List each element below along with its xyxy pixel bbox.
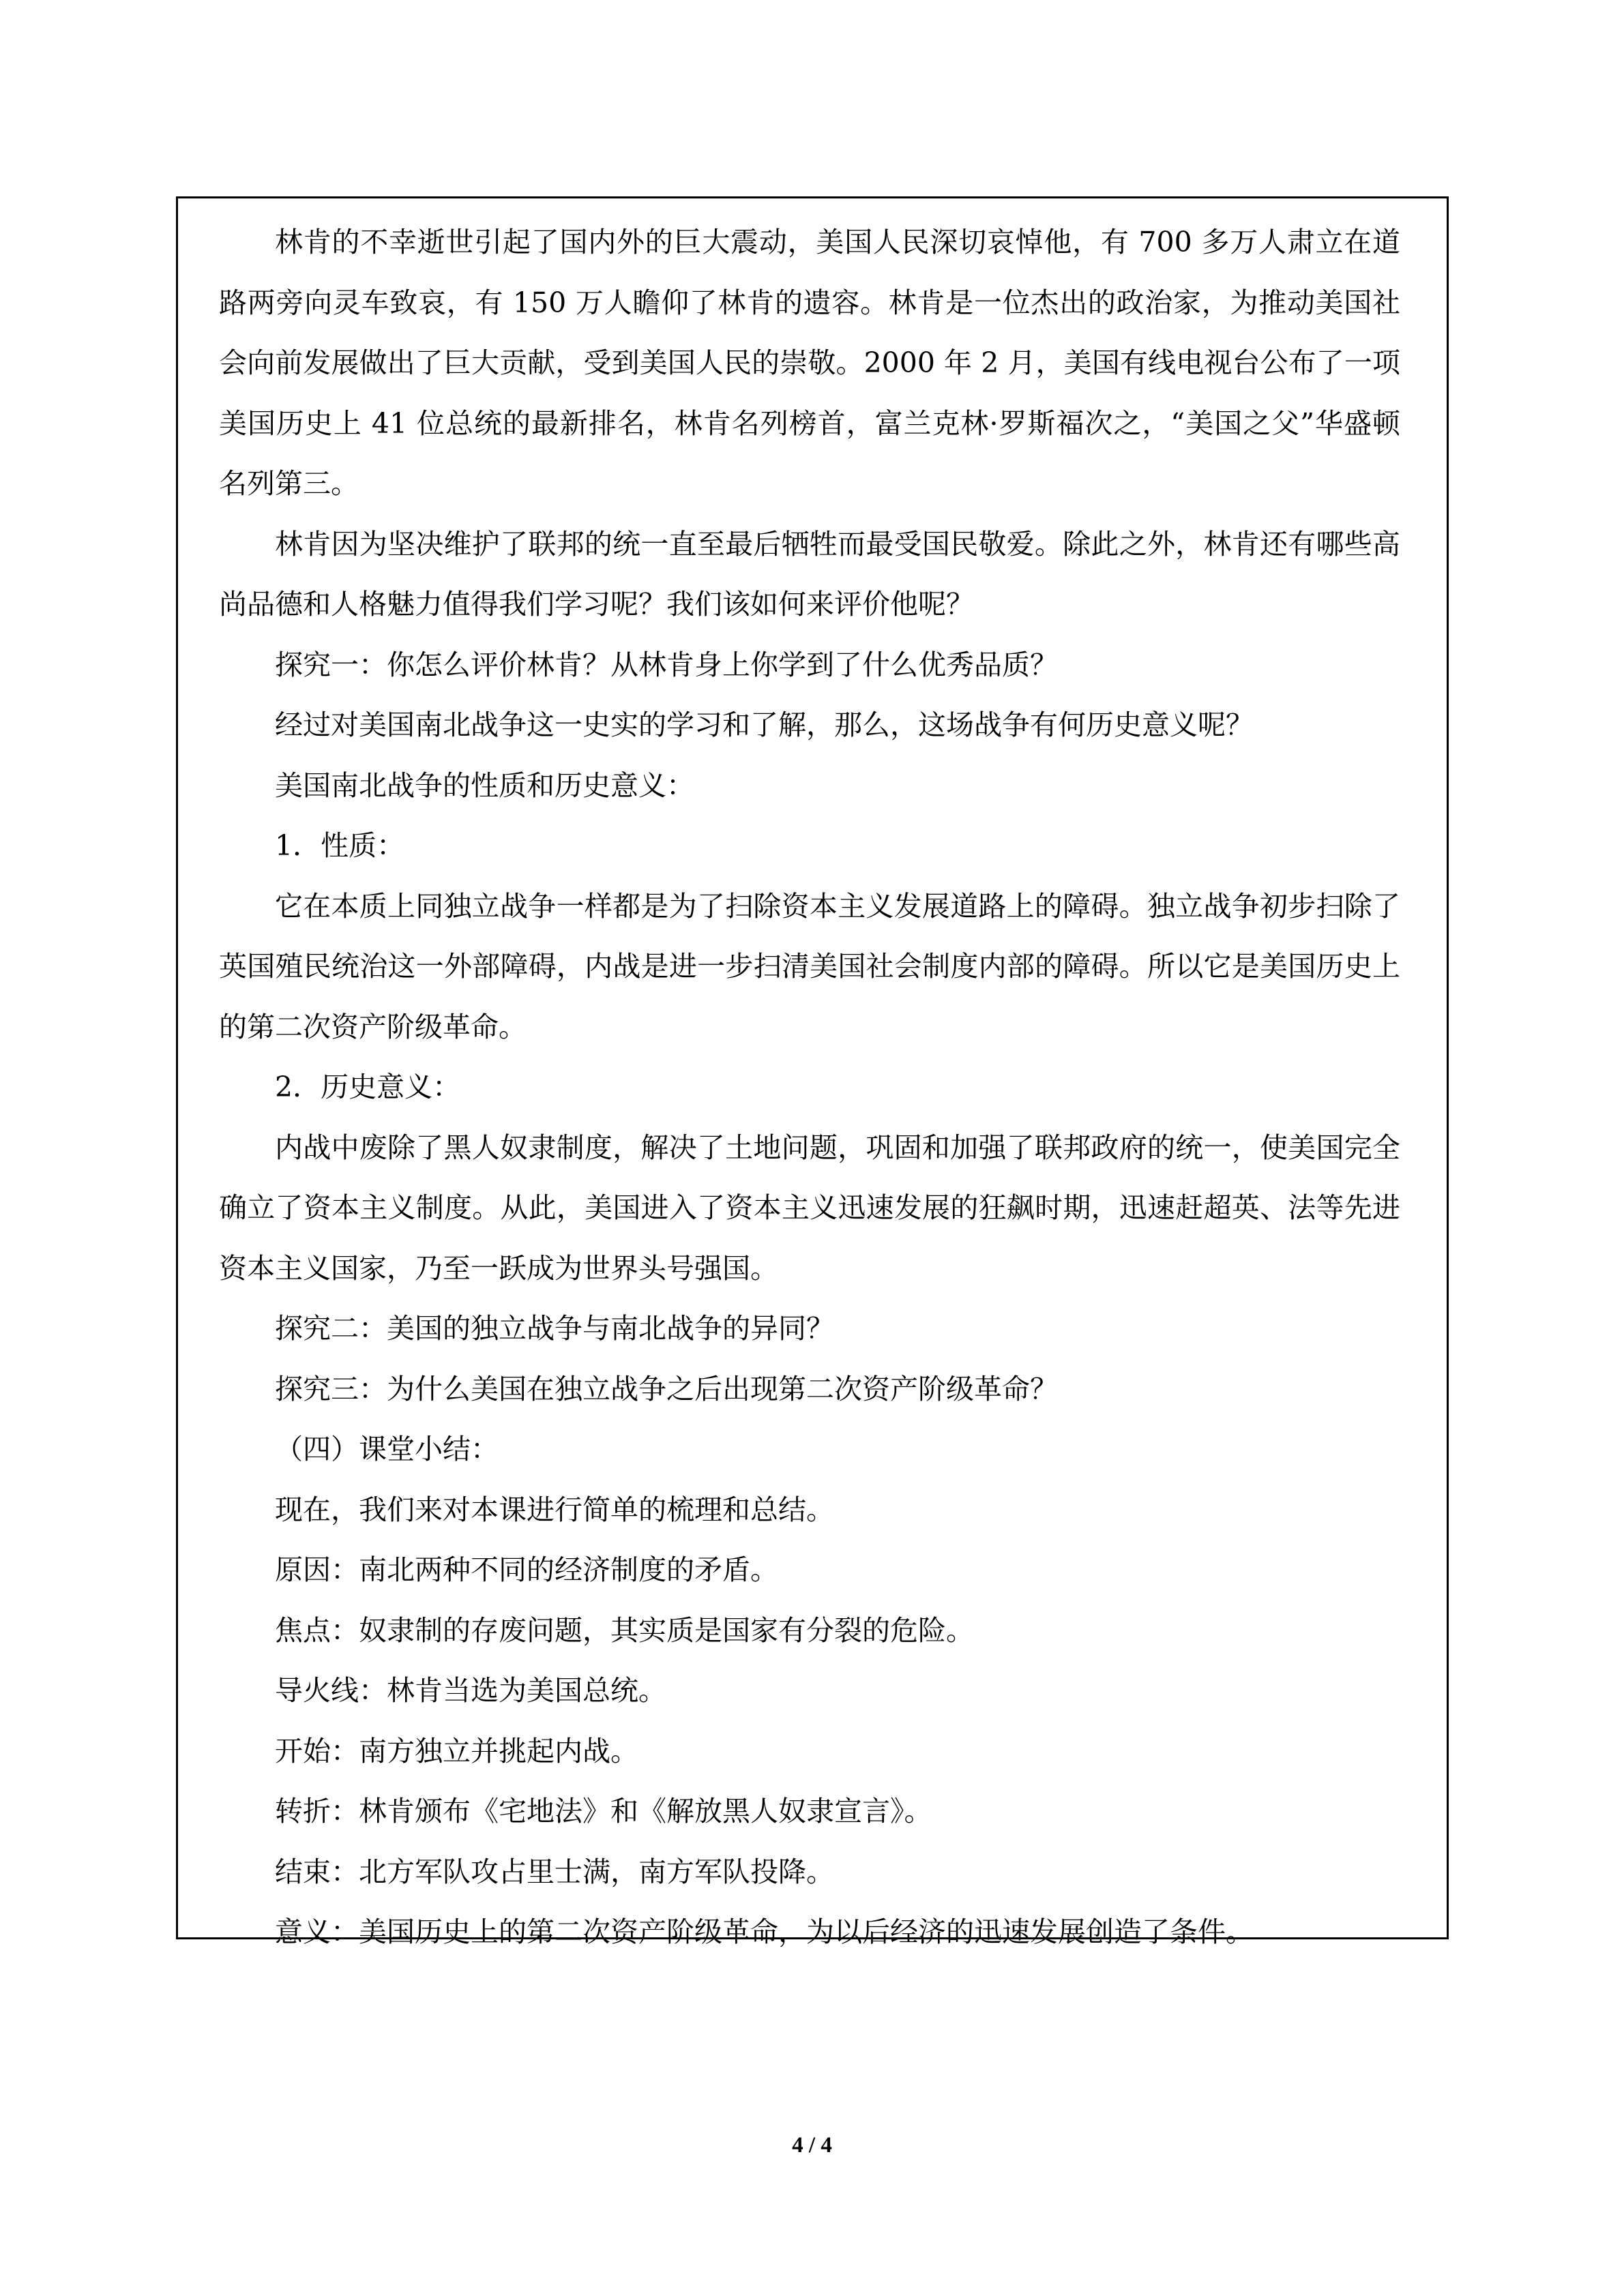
paragraph-summary-end: 结束：北方军队攻占里士满，南方军队投降。 [275,1855,834,1888]
paragraph-nature-heading: 美国南北战争的性质和历史意义： [275,769,694,802]
paragraph-summary-focus: 焦点：奴隶制的存废问题，其实质是国家有分裂的危险。 [275,1613,974,1647]
paragraph-summary-heading: （四）课堂小结： [275,1433,499,1465]
paragraph-summary-intro: 现在，我们来对本课进行简单的梳理和总结。 [275,1493,834,1526]
paragraph-nature-label: 1．性质： [275,829,405,862]
paragraph-significance-label: 2．历史意义： [275,1071,461,1103]
paragraph-lincoln-death: 林肯的不幸逝世引起了国内外的巨大震动，美国人民深切哀悼他，有 700 多万人肃立在道路两旁向灵车致哀，有 150 万人瞻仰了林肯的遗容。林肯是一位杰出的政治家，为推动美国社会向前发展做出了巨大贡献，受到美国人民的崇敬。2000 年 2 月，美国有线电视台公布了一项美国历史上 41 位总统的最新排名，林肯名列榜首，富兰克林·罗斯福次之，“美国之父”华盛顿名列第三。 [219,226,1400,500]
paragraph-summary-turning-point: 转折：林肯颁布《宅地法》和《解放黑人奴隶宣言》。 [275,1795,932,1828]
paragraph-summary-meaning: 意义：美国历史上的第二次资产阶级革命，为以后经济的迅速发展创造了条件。 [275,1915,1254,1948]
paragraph-lincoln-virtues: 林肯因为坚决维护了联邦的统一直至最后牺牲而最受国民敬爱。除此之外，林肯还有哪些高尚品德和人格魅力值得我们学习呢？我们该如何来评价他呢？ [219,527,1400,621]
paragraph-war-significance-question: 经过对美国南北战争这一史实的学习和了解，那么，这场战争有何历史意义呢？ [275,709,1254,741]
content-table-cell [176,196,1449,1948]
paragraph-significance-body: 内战中废除了黑人奴隶制度，解决了土地问题，巩固和加强了联邦政府的统一，使美国完全确立了资本主义制度。从此，美国进入了资本主义迅速发展的狂飙时期，迅速赶超英、法等先进资本主义国家，乃至一跃成为世界头号强国。 [219,1131,1400,1285]
paragraph-summary-cause: 原因：南北两种不同的经济制度的矛盾。 [275,1553,778,1586]
page-number: 4 / 4 [792,2133,832,2158]
paragraph-summary-start: 开始：南方独立并挑起内战。 [275,1734,638,1768]
paragraph-inquiry-two: 探究二：美国的独立战争与南北战争的异同？ [275,1312,834,1345]
paragraph-inquiry-one: 探究一：你怎么评价林肯？从林肯身上你学到了什么优秀品质？ [275,648,1058,681]
paragraph-nature-body: 它在本质上同独立战争一样都是为了扫除资本主义发展道路上的障碍。独立战争初步扫除了英国殖民统治这一外部障碍，内战是进一步扫清美国社会制度内部的障碍。所以它是美国历史上的第二次资产阶级革命。 [219,889,1400,1043]
paragraph-inquiry-three: 探究三：为什么美国在独立战争之后出现第二次资产阶级革命？ [275,1372,1058,1405]
paragraph-summary-trigger: 导火线：林肯当选为美国总统。 [275,1674,666,1707]
